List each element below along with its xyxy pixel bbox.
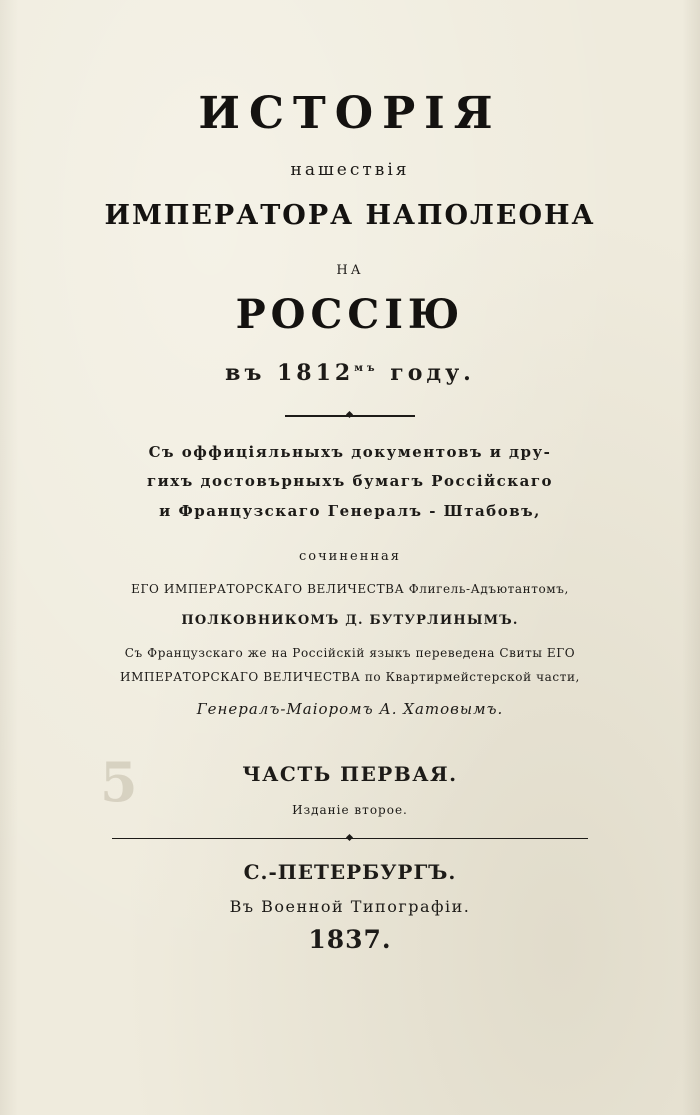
year-line-superscript: мъ xyxy=(354,363,379,374)
subtitle-on: НА xyxy=(336,263,364,278)
description-line-3: и Французскаго Генералъ - Штабовъ, xyxy=(159,502,541,520)
subtitle-russia: РОССІЮ xyxy=(235,291,465,338)
printing-house: Въ Военной Типографіи. xyxy=(229,897,471,916)
year-line-prefix: въ 1812 xyxy=(225,360,355,386)
book-title: ИСТОРІЯ xyxy=(198,88,502,139)
subtitle-invasion: нашествія xyxy=(290,160,410,180)
part-title: ЧАСТЬ ПЕРВАЯ. xyxy=(242,762,458,786)
year-line-suffix: году. xyxy=(378,360,475,386)
description-line-1: Съ оффиціяльныхъ документовъ и дру- xyxy=(148,443,552,461)
publication-year: 1837. xyxy=(308,925,392,954)
translator-line: Генералъ-Маіоромъ А. Хатовымъ. xyxy=(196,700,504,718)
rule-ornament-center xyxy=(346,834,353,841)
composed-by: сочиненная xyxy=(298,549,401,564)
faded-stamp-mark: 5 xyxy=(100,750,138,814)
subtitle-emperor-napoleon: ИМПЕРАТОРА НАПОЛЕОНА xyxy=(104,200,596,231)
year-line xyxy=(0,360,700,386)
translation-line-2: ИМПЕРАТОРСКАГО ВЕЛИЧЕСТВА по Квартирмейстерской части, xyxy=(120,670,580,684)
edition-label: Изданіе второе. xyxy=(292,803,408,817)
publication-city: С.-ПЕТЕРБУРГЪ. xyxy=(243,860,457,884)
translation-line-1: Съ Французскаго же на Россійскій языкъ переведена Свиты ЕГО xyxy=(124,646,576,660)
description-line-2: гихъ достовърныхъ бумагъ Россійскаго xyxy=(146,472,554,490)
author-name-line: ПОЛКОВНИКОМЪ Д. БУТУРЛИНЫМЪ. xyxy=(181,613,519,628)
author-rank-line: ЕГО ИМПЕРАТОРСКАГО ВЕЛИЧЕСТВА Флигель-Адъютантомъ, xyxy=(131,582,569,596)
